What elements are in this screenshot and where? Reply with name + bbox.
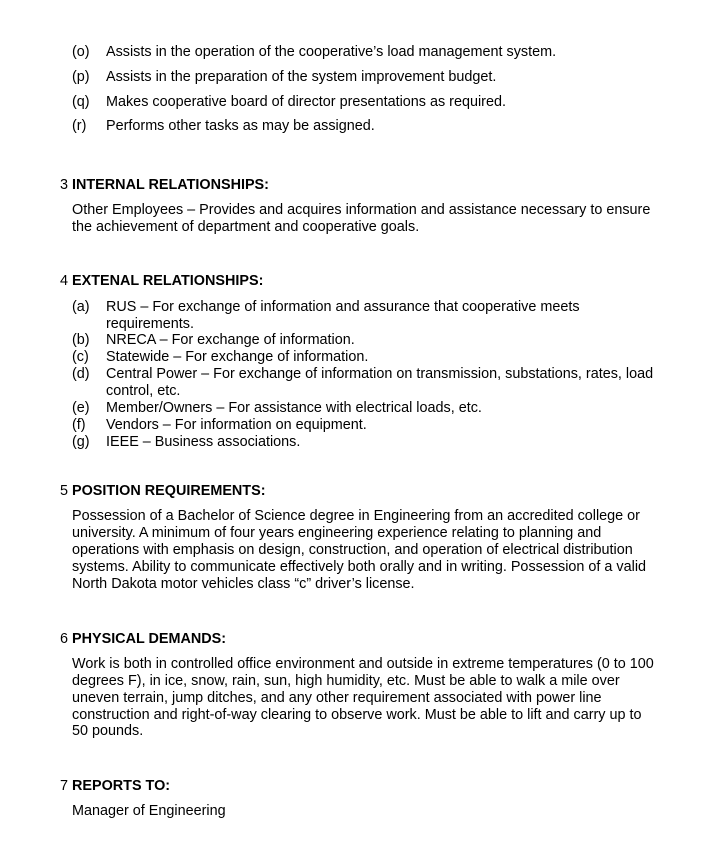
list-text-d: Central Power – For exchange of information on transmission, substations, rates, load <box>106 366 654 382</box>
paragraph-line: Possession of a Bachelor of Science degree in Engineering from an accredited college or <box>72 508 640 524</box>
list-label-p: (p) <box>72 69 90 85</box>
list-text-f: Vendors – For information on equipment. <box>106 417 367 433</box>
list-text-a: RUS – For exchange of information and assurance that cooperative meets <box>106 299 580 315</box>
paragraph-line: construction and right-of-way clearing to observe work. Must be able to lift and carry up to <box>72 707 642 723</box>
paragraph-line: uneven terrain, jump ditches, and any other requirement associated with power line <box>72 690 602 706</box>
section-heading-external-relationships: EXTENAL RELATIONSHIPS: <box>72 273 264 289</box>
section-number: 3 <box>60 177 69 193</box>
paragraph-line: systems. Ability to communicate effectively both orally and in writing. Possession of a valid <box>72 559 647 575</box>
list-text-a-cont: requirements. <box>106 316 194 332</box>
section-heading-physical-demands: PHYSICAL DEMANDS: <box>72 631 227 647</box>
section-number: 5 <box>60 483 69 499</box>
section-number: 7 <box>60 778 69 794</box>
list-label-o: (o) <box>72 44 90 60</box>
list-text-e: Member/Owners – For assistance with electrical loads, etc. <box>106 400 482 416</box>
section-number: 6 <box>60 631 69 647</box>
list-text-d-cont: control, etc. <box>106 383 181 399</box>
list-text-r: Performs other tasks as may be assigned. <box>106 118 375 134</box>
section-heading-reports-to: REPORTS TO: <box>72 778 171 794</box>
list-text-o: Assists in the operation of the cooperative’s load management system. <box>106 44 557 60</box>
paragraph-line: degrees F), in ice, snow, rain, sun, high humidity, etc. Must be able to walk a mile over <box>72 673 620 689</box>
list-label-q: (q) <box>72 94 90 110</box>
section-heading-position-requirements: POSITION REQUIREMENTS: <box>72 483 266 499</box>
paragraph-line: university. A minimum of four years engineering experience relating to planning and <box>72 525 602 541</box>
paragraph-line: Work is both in controlled office environment and outside in extreme temperatures (0 to 100 <box>72 656 654 672</box>
section-heading-internal-relationships: INTERNAL RELATIONSHIPS: <box>72 177 269 193</box>
paragraph-line: Manager of Engineering <box>72 803 226 819</box>
list-label-d: (d) <box>72 366 90 382</box>
paragraph-line: the achievement of department and cooperative goals. <box>72 219 420 235</box>
list-text-c: Statewide – For exchange of information. <box>106 349 369 365</box>
list-text-p: Assists in the preparation of the system improvement budget. <box>106 69 497 85</box>
list-label-r: (r) <box>72 118 87 134</box>
list-label-c: (c) <box>72 349 89 365</box>
list-label-e: (e) <box>72 400 90 416</box>
paragraph-line: Other Employees – Provides and acquires information and assistance necessary to ensure <box>72 202 651 218</box>
section-number: 4 <box>60 273 69 289</box>
list-label-f: (f) <box>72 417 86 433</box>
list-label-b: (b) <box>72 332 90 348</box>
list-label-a: (a) <box>72 299 90 315</box>
list-text-q: Makes cooperative board of director presentations as required. <box>106 94 506 110</box>
list-text-b: NRECA – For exchange of information. <box>106 332 355 348</box>
list-label-g: (g) <box>72 434 90 450</box>
list-text-g: IEEE – Business associations. <box>106 434 301 450</box>
paragraph-line: North Dakota motor vehicles class “c” driver’s license. <box>72 576 415 592</box>
paragraph-line: operations with emphasis on design, construction, and operation of electrical distribution <box>72 542 633 558</box>
paragraph-line: 50 pounds. <box>72 723 144 739</box>
